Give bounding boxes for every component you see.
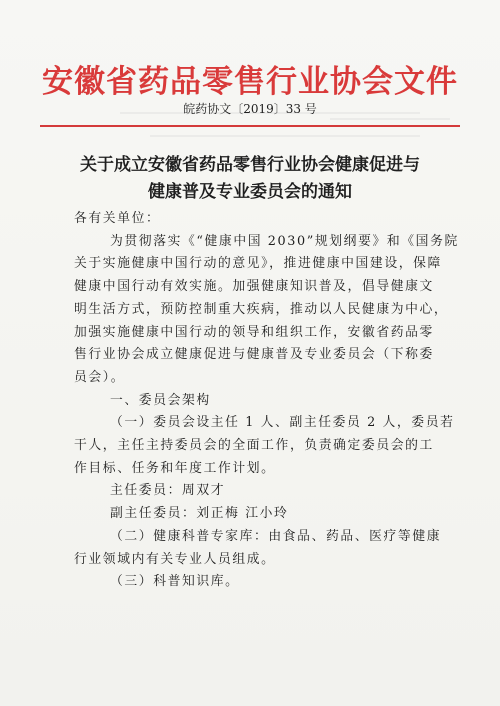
paragraph-line: 为贯彻落实《“健康中国 2030”规划纲要》和《国务院 — [110, 233, 459, 249]
paragraph-line: 售行业协会成立健康促进与健康普及专业委员会（下称委 — [74, 347, 434, 363]
paragraph-line: 干人，主任主持委员会的全面工作，负责确定委员会的工 — [74, 438, 434, 454]
paragraph-line: 加强实施健康中国行动的领导和组织工作，安徽省药品零 — [74, 324, 434, 340]
bleed-through-mark — [150, 135, 420, 137]
director-line: 主任委员：周双才 — [110, 483, 226, 499]
list-item: （三）科普知识库。 — [110, 574, 240, 590]
paragraph-line: 员会）。 — [74, 369, 126, 385]
vice-directors-line: 副主任委员：刘正梅 江小玲 — [110, 506, 289, 522]
paragraph-line: （二）健康科普专家库：由食品、药品、医疗等健康 — [110, 528, 442, 544]
paragraph-line: 作目标、任务和年度工作计划。 — [74, 460, 276, 476]
paragraph-line: 明生活方式，预防控制重大疾病，推动以人民健康为中心， — [74, 301, 449, 317]
red-separator-line — [40, 125, 460, 127]
notice-title-line-2: 健康普及专业委员会的通知 — [148, 182, 352, 202]
paragraph-line: 关于实施健康中国行动的意见》，推进健康中国建设，保障 — [74, 256, 442, 272]
salutation: 各有关单位： — [74, 211, 161, 226]
document-body — [74, 208, 464, 594]
paragraph-line: （一）委员会设主任 1 人、副主任委员 2 人，委员若 — [110, 415, 455, 431]
section-heading: 一、委员会架构 — [110, 392, 211, 408]
paragraph-line: 行业领域内有关专业人员组成。 — [74, 551, 276, 567]
paragraph-line: 健康中国行动有效实施。加强健康知识普及，倡导健康文 — [74, 279, 434, 295]
document-number: 皖药协文〔2019〕33 号 — [183, 102, 317, 116]
notice-title — [0, 152, 500, 206]
org-document-title: 安徽省药品零售行业协会文件 — [42, 64, 458, 100]
bleed-through-mark — [330, 118, 450, 120]
notice-title-line-1: 关于成立安徽省药品零售行业协会健康促进与 — [80, 155, 420, 175]
